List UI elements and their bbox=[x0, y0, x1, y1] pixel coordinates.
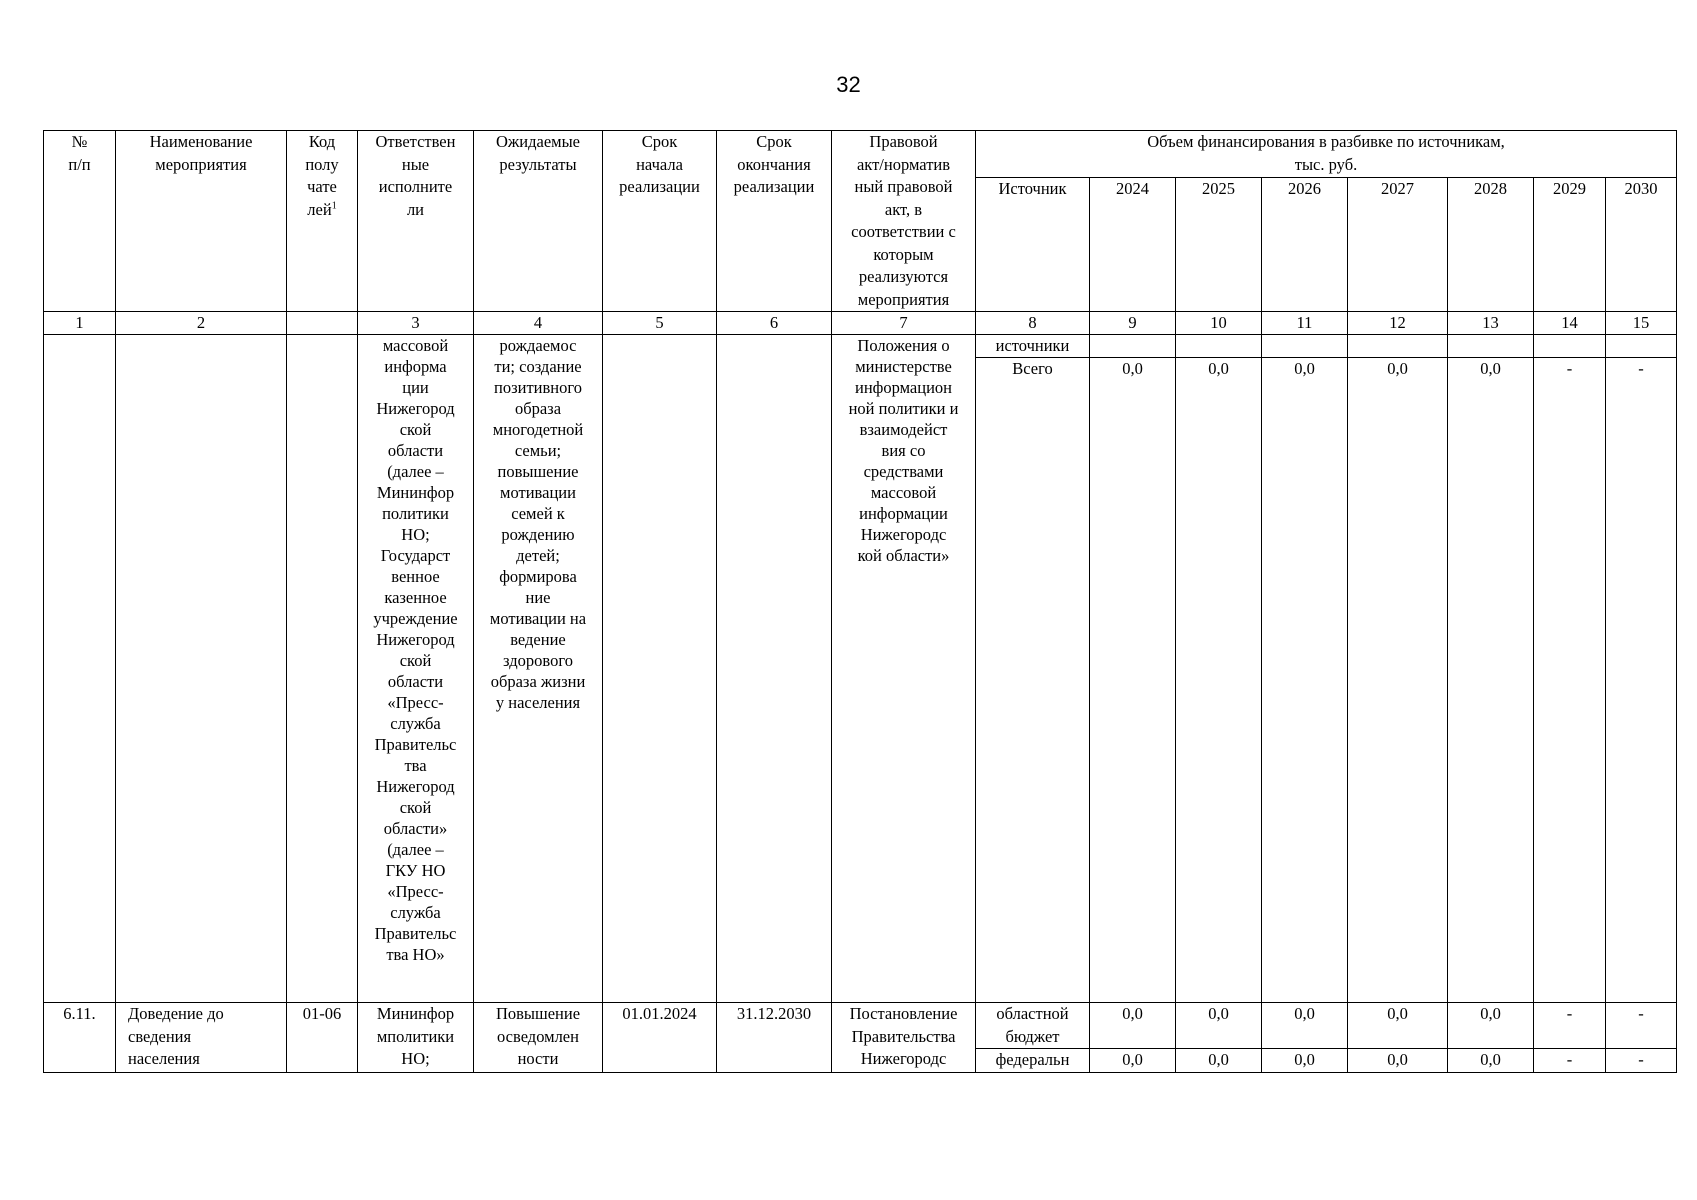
header-start-date: Срок начала реализации bbox=[603, 131, 717, 312]
cell-value: - bbox=[1606, 358, 1677, 1003]
column-number: 12 bbox=[1348, 312, 1448, 335]
column-number: 13 bbox=[1448, 312, 1534, 335]
cell-source: федеральн bbox=[976, 1049, 1090, 1073]
column-number: 5 bbox=[603, 312, 717, 335]
funding-table bbox=[43, 130, 1677, 1073]
column-number: 9 bbox=[1090, 312, 1176, 335]
header-year: 2026 bbox=[1262, 177, 1348, 312]
header-responsible: Ответствен ные исполните ли bbox=[358, 131, 474, 312]
cell-value: - bbox=[1606, 1003, 1677, 1049]
cell-value: 0,0 bbox=[1448, 1003, 1534, 1049]
cell-value: 0,0 bbox=[1176, 1049, 1262, 1073]
cell-responsible: массовой информа ции Нижегород ской области (далее – Мининфор политики НО; Государст венное казенное учреждение Нижегород ской области «Пресс- служба Правительс тва Нижегород ской области» (далее – ГКУ НО «Пресс- служба Правительс тва НО» bbox=[358, 335, 474, 1003]
header-funding-group: Объем финансирования в разбивке по источникам, тыс. руб. bbox=[976, 131, 1677, 178]
header-number: № п/п bbox=[44, 131, 116, 312]
table-row bbox=[44, 335, 1677, 358]
column-number: 11 bbox=[1262, 312, 1348, 335]
header-year: 2029 bbox=[1534, 177, 1606, 312]
column-number: 10 bbox=[1176, 312, 1262, 335]
column-number: 6 bbox=[717, 312, 832, 335]
cell-legal-act: Постановление Правительства Нижегородс bbox=[832, 1003, 976, 1073]
cell-end-date: 31.12.2030 bbox=[717, 1003, 832, 1073]
header-year: 2024 bbox=[1090, 177, 1176, 312]
cell-source: Всего bbox=[976, 358, 1090, 1003]
header-recipient-code: Код полу чате лей$^1$ bbox=[287, 131, 358, 312]
cell-value bbox=[1176, 335, 1262, 358]
cell-value: - bbox=[1534, 1049, 1606, 1073]
cell-legal-act: Положения о министерстве информацион ной политики и взаимодейст вия со средствами массовой информации Нижегородс кой области» bbox=[832, 335, 976, 1003]
page-number: 32 bbox=[836, 72, 861, 97]
cell-responsible: Мининфор мполитики НО; bbox=[358, 1003, 474, 1073]
cell-source: областной бюджет bbox=[976, 1003, 1090, 1049]
cell-value bbox=[1534, 335, 1606, 358]
cell-value: 0,0 bbox=[1348, 1049, 1448, 1073]
cell-value: - bbox=[1534, 358, 1606, 1003]
cell-value: 0,0 bbox=[1448, 358, 1534, 1003]
cell-value: - bbox=[1606, 1049, 1677, 1073]
column-number: 3 bbox=[358, 312, 474, 335]
cell-number: 6.11. bbox=[44, 1003, 116, 1073]
cell-value: 0,0 bbox=[1090, 1003, 1176, 1049]
cell-start-date bbox=[603, 335, 717, 1003]
header-end-date: Срок окончания реализации bbox=[717, 131, 832, 312]
column-number: 8 bbox=[976, 312, 1090, 335]
footnote-mark: 1 bbox=[331, 200, 337, 211]
cell-event-name bbox=[116, 335, 287, 1003]
cell-value: 0,0 bbox=[1176, 358, 1262, 1003]
cell-recipient-code bbox=[287, 335, 358, 1003]
cell-value bbox=[1348, 335, 1448, 358]
header-event-name: Наименование мероприятия bbox=[116, 131, 287, 312]
cell-number bbox=[44, 335, 116, 1003]
cell-value: 0,0 bbox=[1448, 1049, 1534, 1073]
column-number: 4 bbox=[474, 312, 603, 335]
column-number: 2 bbox=[116, 312, 287, 335]
column-number: 7 bbox=[832, 312, 976, 335]
cell-value: 0,0 bbox=[1262, 1003, 1348, 1049]
cell-start-date: 01.01.2024 bbox=[603, 1003, 717, 1073]
cell-value: 0,0 bbox=[1348, 358, 1448, 1003]
cell-source: источники bbox=[976, 335, 1090, 358]
cell-value: 0,0 bbox=[1262, 358, 1348, 1003]
cell-value bbox=[1090, 335, 1176, 358]
cell-value: 0,0 bbox=[1262, 1049, 1348, 1073]
cell-end-date bbox=[717, 335, 832, 1003]
header-source: Источник bbox=[976, 177, 1090, 312]
cell-expected-results: рождаемос ти; создание позитивного образа многодетной семьи; повышение мотивации семей к рождению детей; формирова ние мотивации на ведение здорового образа жизни у населения bbox=[474, 335, 603, 1003]
header-year: 2028 bbox=[1448, 177, 1534, 312]
cell-value bbox=[1262, 335, 1348, 358]
cell-recipient-code: 01-06 bbox=[287, 1003, 358, 1073]
cell-value: 0,0 bbox=[1090, 1049, 1176, 1073]
header-year: 2030 bbox=[1606, 177, 1677, 312]
column-numbers-row bbox=[44, 312, 1677, 335]
column-number: 1 bbox=[44, 312, 116, 335]
column-number: 15 bbox=[1606, 312, 1677, 335]
cell-event-name: Доведение до сведения населения bbox=[116, 1003, 287, 1073]
cell-value: 0,0 bbox=[1348, 1003, 1448, 1049]
header-year: 2025 bbox=[1176, 177, 1262, 312]
cell-value bbox=[1448, 335, 1534, 358]
cell-expected-results: Повышение осведомлен ности bbox=[474, 1003, 603, 1073]
column-number: 14 bbox=[1534, 312, 1606, 335]
header-year: 2027 bbox=[1348, 177, 1448, 312]
cell-value: - bbox=[1534, 1003, 1606, 1049]
table-row bbox=[44, 1003, 1677, 1049]
cell-value: 0,0 bbox=[1176, 1003, 1262, 1049]
column-number bbox=[287, 312, 358, 335]
header-expected-results: Ожидаемые результаты bbox=[474, 131, 603, 312]
cell-value bbox=[1606, 335, 1677, 358]
header-legal-act: Правовой акт/норматив ный правовой акт, в соответствии с которым реализуются мероприятия bbox=[832, 131, 976, 312]
cell-value: 0,0 bbox=[1090, 358, 1176, 1003]
